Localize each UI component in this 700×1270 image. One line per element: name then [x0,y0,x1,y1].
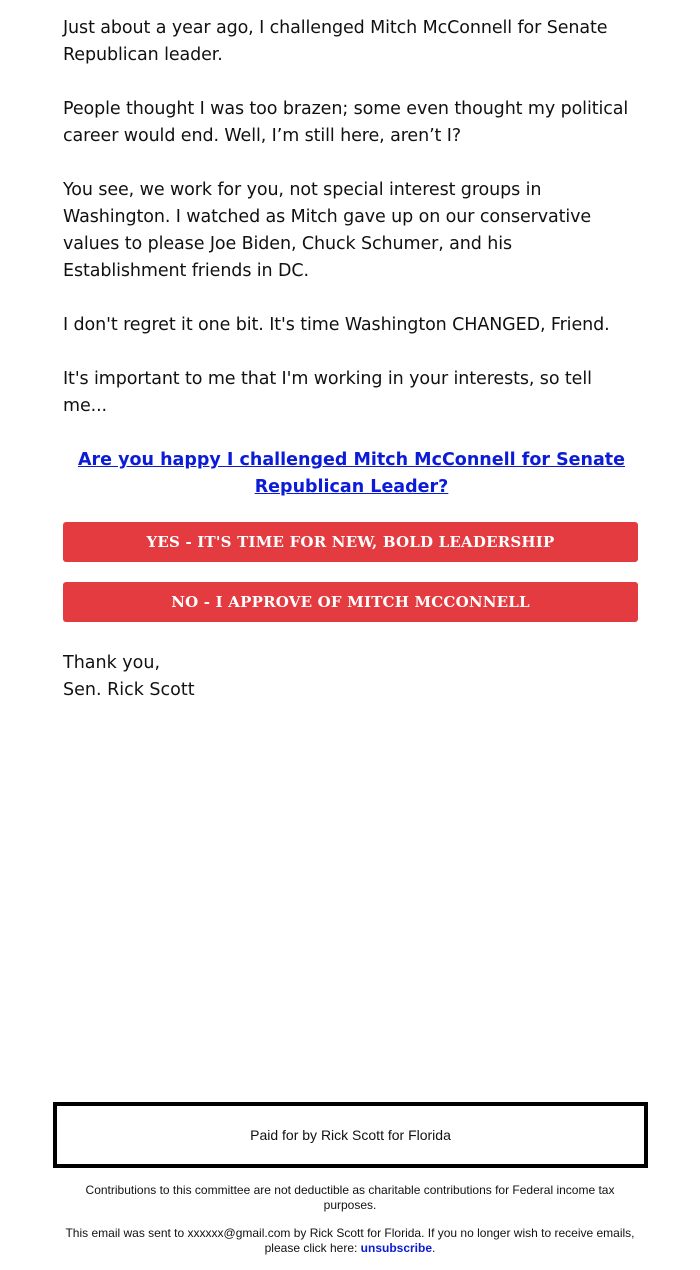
paragraph-intro: Just about a year ago, I challenged Mitch McConnell for Senate Republican leader. [63,18,608,65]
survey-question-link[interactable]: Are you happy I challenged Mitch McConnell for Senate Republican Leader? [77,450,626,497]
signoff-signature: Sen. Rick Scott [63,680,195,700]
email-sent-notice [60,1226,640,1256]
paragraph-brazen: People thought I was too brazen; some even thought my political career would end. Well, I’m still here, aren’t I? [63,99,629,146]
paragraph-tell-me: It's important to me that I'm working in your interests, so tell me... [63,369,592,416]
paid-for-text: Paid for by Rick Scott for Florida [250,1127,451,1143]
sent-to-suffix: . [432,1241,436,1255]
unsubscribe-link[interactable]: unsubscribe [360,1241,433,1255]
no-button[interactable]: NO - I APPROVE OF MITCH MCCONNELL [63,582,638,622]
sent-to-text: This email was sent to xxxxxx@gmail.com by Rick Scott for Florida. If you no longer wish to receive emails, please click here: [65,1226,635,1255]
signoff [63,650,640,704]
tax-disclaimer: Contributions to this committee are not deductible as charitable contributions for Federal income tax purposes. [85,1183,615,1212]
paragraph-no-regret: I don't regret it one bit. It's time Washington CHANGED, Friend. [63,315,610,335]
survey-question [63,447,640,501]
email-body [63,15,640,704]
signoff-closing: Thank you, [63,653,161,673]
paragraph-work-for-you: You see, we work for you, not special interest groups in Washington. I watched as Mitch gave up on our conservative values to please Joe Biden, Chuck Schumer, and his Establishment friends in DC. [63,180,592,281]
paid-for-box [53,1102,648,1168]
yes-button[interactable]: YES - IT'S TIME FOR NEW, BOLD LEADERSHIP [63,522,638,562]
